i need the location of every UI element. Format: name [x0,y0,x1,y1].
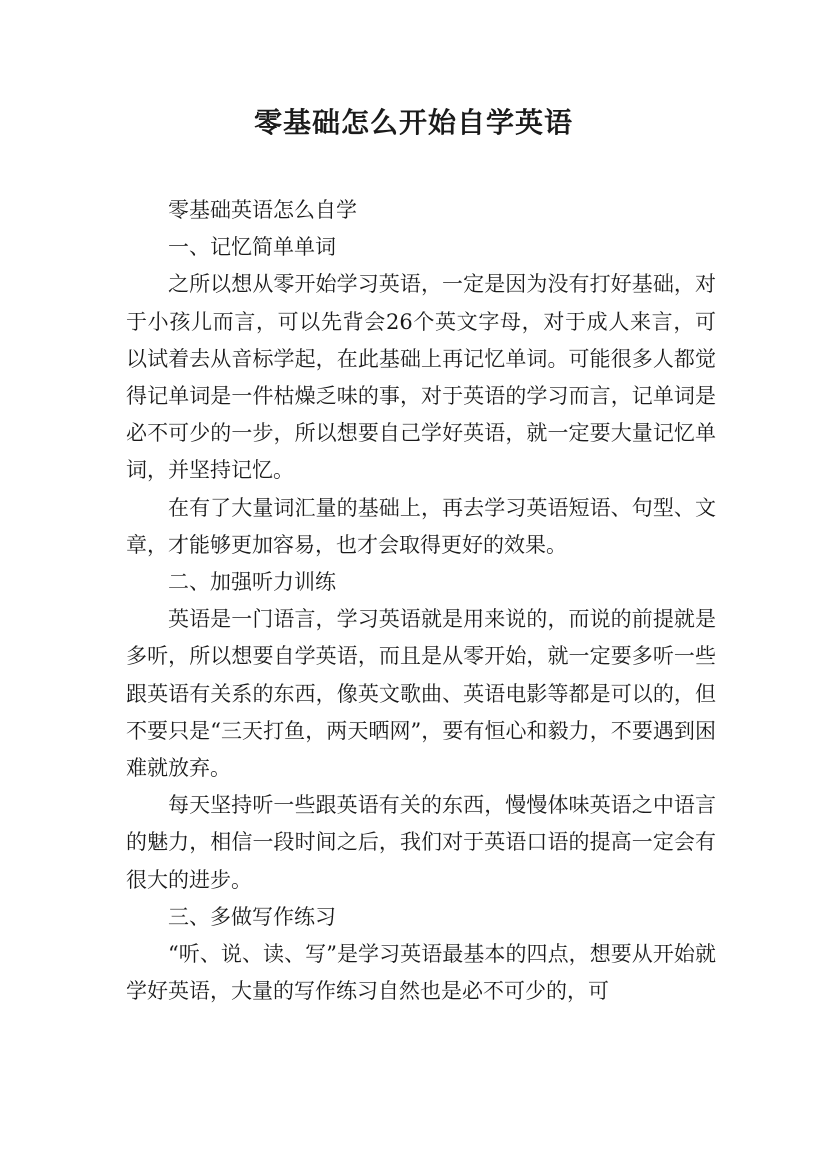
section-heading-1: 一、记忆简单单词 [168,235,336,260]
body-paragraph: 在有了大量词汇量的基础上，再去学习英语短语、句型、文章，才能够更加容易，也才会取得更好的效果。 [126,495,716,557]
subtitle-paragraph: 零基础英语怎么自学 [168,198,357,222]
body-paragraph: 英语是一门语言，学习英语就是用来说的，而说的前提就是多听，所以想要自学英语，而且是从零开始，就一定要多听一些跟英语有关系的东西，像英文歌曲、英语电影等都是可以的，但不要只是“三天打鱼，两天晒网”，要有恒心和毅力，不要遇到困难就放弃。 [126,607,716,781]
body-paragraph: 每天坚持听一些跟英语有关的东西，慢慢体味英语之中语言的魅力，相信一段时间之后，我们对于英语口语的提高一定会有很大的进步。 [126,793,716,892]
section-heading-2: 二、加强听力训练 [168,570,336,595]
page-title: 零基础怎么开始自学英语 [253,106,573,139]
body-paragraph: 之所以想从零开始学习英语，一定是因为没有打好基础，对于小孩儿而言，可以先背会26个英文字母，对于成人来言，可以试着去从音标学起，在此基础上再记忆单词。可能很多人都觉得记单词是一件枯燥乏味的事，对于英语的学习而言，记单词是必不可少的一步，所以想要自己学好英语，就一定要大量记忆单词，并坚持记忆。 [126,272,716,483]
document-body [126,192,716,1010]
section-heading-3: 三、多做写作练习 [168,904,336,929]
body-paragraph: “听、说、读、写”是学习英语最基本的四点，想要从开始就学好英语，大量的写作练习自然也是必不可少的，可 [126,942,716,1004]
